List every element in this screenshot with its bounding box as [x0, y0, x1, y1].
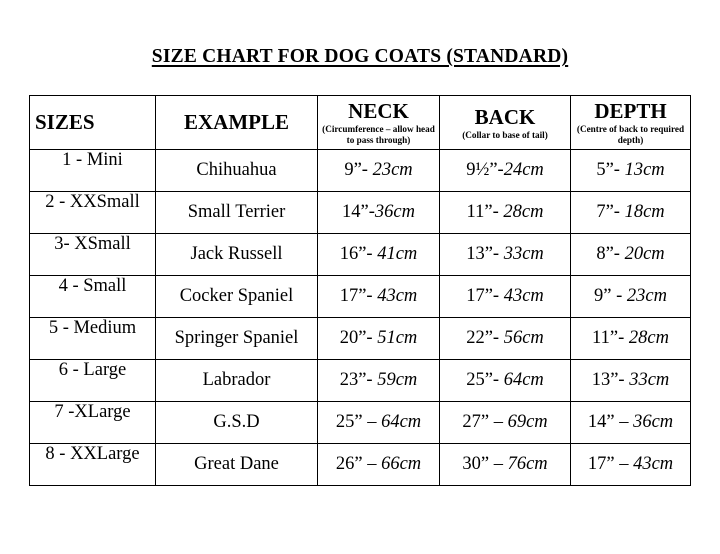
cell-neck: [318, 276, 440, 318]
cell-back: [440, 360, 571, 402]
depth-inches: 5”-: [596, 160, 625, 180]
cell-neck: [318, 360, 440, 402]
header-depth-note: (Centre of back to required depth): [576, 124, 685, 145]
neck-cm: 36cm: [374, 202, 415, 222]
neck-cm: 41cm: [377, 244, 418, 264]
header-neck-label: NECK: [348, 99, 409, 123]
depth-cm: 23cm: [626, 286, 667, 306]
cell-example: Labrador: [156, 360, 318, 402]
cell-size: 5 - Medium: [30, 318, 156, 360]
back-inches: 22”-: [466, 328, 504, 348]
size-chart-table: [29, 95, 691, 486]
cell-size: 2 - XXSmall: [30, 192, 156, 234]
cell-example: Springer Spaniel: [156, 318, 318, 360]
header-depth-label: DEPTH: [594, 99, 667, 123]
cell-depth: [571, 234, 691, 276]
neck-cm: – 64cm: [367, 412, 422, 432]
cell-example: Chihuahua: [156, 150, 318, 192]
cell-back: [440, 150, 571, 192]
neck-cm: 51cm: [377, 328, 418, 348]
depth-inches: 8”-: [596, 244, 625, 264]
depth-inches: 14”: [587, 412, 620, 432]
chart-title-text: SIZE CHART FOR DOG COATS (STANDARD): [151, 46, 569, 67]
cell-example: Small Terrier: [156, 192, 318, 234]
cell-depth: [571, 150, 691, 192]
cell-neck: [318, 318, 440, 360]
neck-cm: 23cm: [372, 160, 413, 180]
depth-cm: – 36cm: [619, 412, 674, 432]
cell-size: 1 - Mini: [30, 150, 156, 192]
depth-cm: 20cm: [624, 244, 665, 264]
back-inches: 25”-: [466, 370, 504, 390]
depth-cm: – 43cm: [619, 454, 674, 474]
table-row: [30, 192, 691, 234]
chart-title: [0, 46, 720, 68]
table-row: [30, 234, 691, 276]
cell-neck: [318, 234, 440, 276]
neck-inches: 9”-: [344, 160, 373, 180]
cell-back: [440, 192, 571, 234]
depth-inches: 9” -: [594, 286, 627, 306]
header-depth: [571, 96, 691, 150]
neck-inches: 14”-: [342, 202, 375, 222]
cell-back: [440, 276, 571, 318]
cell-size: 4 - Small: [30, 276, 156, 318]
back-cm: – 69cm: [493, 412, 548, 432]
back-cm: – 76cm: [493, 454, 548, 474]
back-inches: 17”-: [466, 286, 504, 306]
back-cm: 33cm: [503, 244, 544, 264]
header-back-note: (Collar to base of tail): [462, 129, 548, 140]
depth-cm: 13cm: [624, 160, 665, 180]
cell-neck: [318, 192, 440, 234]
cell-neck: [318, 444, 440, 486]
depth-cm: 28cm: [628, 328, 669, 348]
neck-inches: 16”-: [339, 244, 378, 264]
table-header-row: [30, 96, 691, 150]
cell-size: 7 -XLarge: [30, 402, 156, 444]
back-cm: 43cm: [503, 286, 544, 306]
cell-size: 3- XSmall: [30, 234, 156, 276]
neck-inches: 23”-: [339, 370, 378, 390]
cell-example: G.S.D: [156, 402, 318, 444]
back-cm: 56cm: [503, 328, 544, 348]
header-neck-note: (Circumference – allow head to pass through): [322, 124, 435, 145]
neck-cm: 43cm: [377, 286, 418, 306]
cell-back: [440, 318, 571, 360]
cell-depth: [571, 192, 691, 234]
depth-cm: 33cm: [629, 370, 670, 390]
back-inches: 30”: [462, 454, 494, 474]
cell-back: [440, 234, 571, 276]
back-inches: 13”-: [466, 244, 504, 264]
cell-size: 8 - XXLarge: [30, 444, 156, 486]
table-row: [30, 402, 691, 444]
table-row: [30, 444, 691, 486]
neck-inches: 17”-: [339, 286, 378, 306]
depth-inches: 7”-: [596, 202, 625, 222]
depth-inches: 13”-: [591, 370, 630, 390]
cell-depth: [571, 276, 691, 318]
table-row: [30, 360, 691, 402]
depth-inches: 17”: [587, 454, 620, 474]
neck-cm: – 66cm: [367, 454, 422, 474]
cell-back: [440, 444, 571, 486]
back-cm: 28cm: [503, 202, 544, 222]
neck-inches: 25”: [335, 412, 368, 432]
cell-depth: [571, 402, 691, 444]
cell-size: 6 - Large: [30, 360, 156, 402]
header-sizes: SIZES: [30, 96, 156, 150]
depth-cm: 18cm: [624, 202, 665, 222]
back-cm: 24cm: [503, 160, 544, 180]
header-neck: [318, 96, 440, 150]
header-back: [440, 96, 571, 150]
back-inches: 9½”-: [466, 160, 504, 180]
cell-example: Jack Russell: [156, 234, 318, 276]
table-body: [30, 150, 691, 486]
cell-example: Cocker Spaniel: [156, 276, 318, 318]
neck-cm: 59cm: [377, 370, 418, 390]
cell-neck: [318, 150, 440, 192]
cell-depth: [571, 318, 691, 360]
table-row: [30, 276, 691, 318]
back-inches: 11”-: [466, 202, 504, 222]
table-row: [30, 318, 691, 360]
cell-back: [440, 402, 571, 444]
depth-inches: 11”-: [592, 328, 629, 348]
cell-example: Great Dane: [156, 444, 318, 486]
cell-depth: [571, 360, 691, 402]
header-example: EXAMPLE: [156, 96, 318, 150]
header-back-label: BACK: [474, 104, 536, 129]
cell-neck: [318, 402, 440, 444]
back-inches: 27”: [462, 412, 494, 432]
neck-inches: 26”: [335, 454, 368, 474]
neck-inches: 20”-: [339, 328, 378, 348]
table-row: [30, 150, 691, 192]
cell-depth: [571, 444, 691, 486]
back-cm: 64cm: [503, 370, 544, 390]
